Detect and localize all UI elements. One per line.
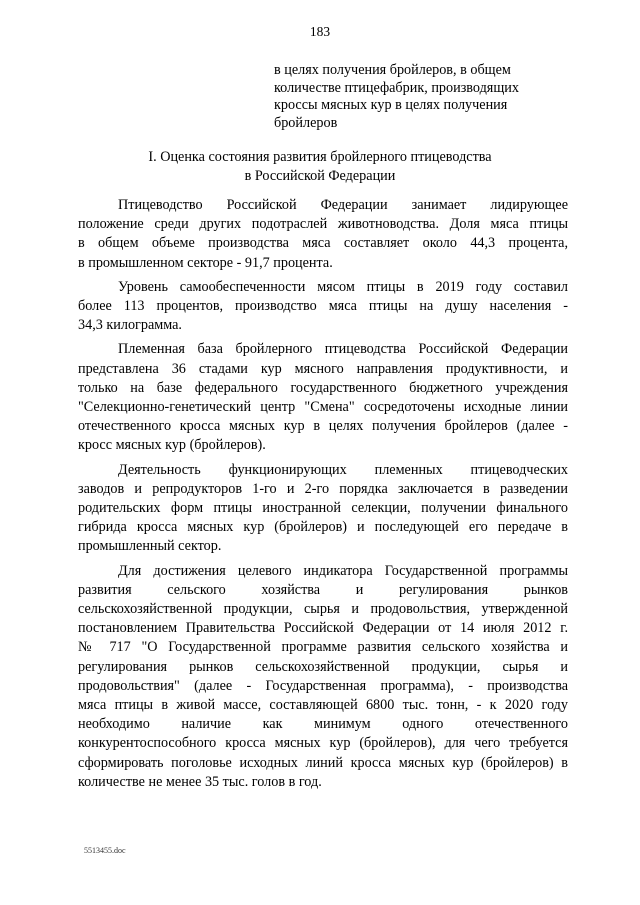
- text-line: Для достижения целевого индикатора Государственной программы: [118, 562, 568, 579]
- text-line: более 113 процентов, производство мяса птицы на душу населения -: [78, 298, 568, 315]
- text-line: представлена 36 стадами кур мясного направления продуктивности, и: [78, 360, 568, 377]
- text-line: заводов и репродукторов 1-го и 2-го порядка заключается в разведении: [78, 480, 568, 497]
- header-note-line: в целях получения бройлеров, в общем: [274, 62, 511, 78]
- text-line: родительских форм птицы иностранной селекции, получении финального: [78, 500, 568, 517]
- text-line: в промышленном секторе - 91,7 процента.: [78, 254, 333, 271]
- text-line: сельскохозяйственной продукции, сырья и продовольствия, утвержденной: [78, 601, 568, 618]
- page-number: 183: [309, 24, 331, 39]
- text-line: № 717 "О Государственной программе развития сельского хозяйства и: [78, 639, 568, 656]
- text-line: кросс мясных кур (бройлеров).: [78, 437, 266, 454]
- text-line: мяса птицы в живой массе, составляющей 6800 тыс. тонн, - к 2020 году: [78, 697, 568, 714]
- text-line: только на базе федерального государственного бюджетного учреждения: [78, 379, 568, 396]
- text-line: Племенная база бройлерного птицеводства Российской Федерации: [118, 341, 568, 358]
- text-line: регулирования рынков сельскохозяйственной продукции, сырья и: [78, 658, 568, 675]
- text-line: "Селекционно-генетический центр "Смена" сосредоточены исходные линии: [78, 399, 568, 416]
- text-line: необходимо наличие как минимум одного отечественного: [78, 716, 568, 733]
- section-title: [60, 148, 580, 186]
- text-line: 34,3 килограмма.: [78, 317, 182, 334]
- text-line: гибрида кросса мясных кур (бройлеров) и последующей его передаче в: [78, 519, 568, 536]
- text-line: постановлением Правительства Российской Федерации от 14 июля 2012 г.: [78, 620, 568, 637]
- text-line: сформировать поголовье исходных линий кросса мясных кур (бройлеров) в: [78, 754, 568, 771]
- text-line: положение среди других подотраслей животноводства. Доля мяса птицы: [78, 216, 568, 233]
- footer-document-code: 5513455.doc: [84, 846, 126, 855]
- section-title-line: в Российской Федерации: [244, 168, 396, 184]
- paragraph: [78, 340, 568, 455]
- section-title-line: I. Оценка состояния развития бройлерного птицеводства: [148, 149, 492, 165]
- text-line: отечественного кросса мясных кур в целях получения бройлеров (далее -: [78, 418, 568, 435]
- header-note-line: кроссы мясных кур в целях получения: [274, 97, 508, 113]
- header-note-line: бройлеров: [274, 114, 338, 131]
- text-line: развития сельского хозяйства и регулирования рынков: [78, 581, 568, 598]
- paragraph: [78, 461, 568, 557]
- text-line: Уровень самообеспеченности мясом птицы в 2019 году составил: [118, 278, 568, 295]
- paragraph: [78, 562, 568, 792]
- header-note-line: количестве птицефабрик, производящих: [274, 79, 519, 96]
- paragraph: [78, 196, 568, 273]
- text-line: в общем объеме производства мяса составляет около 44,3 процента,: [78, 235, 568, 252]
- text-line: продовольствия" (далее - Государственная программа), - производства: [78, 677, 568, 694]
- header-note: [274, 62, 574, 132]
- text-line: конкурентоспособного кросса мясных кур (бройлеров), для чего требуется: [78, 735, 568, 752]
- text-line: количестве не менее 35 тыс. голов в год.: [78, 773, 322, 790]
- text-line: промышленный сектор.: [78, 538, 222, 555]
- paragraph: [78, 278, 568, 336]
- body-text: [78, 196, 568, 797]
- text-line: Птицеводство Российской Федерации занимает лидирующее: [118, 197, 568, 213]
- text-line: Деятельность функционирующих племенных птицеводческих: [118, 461, 568, 478]
